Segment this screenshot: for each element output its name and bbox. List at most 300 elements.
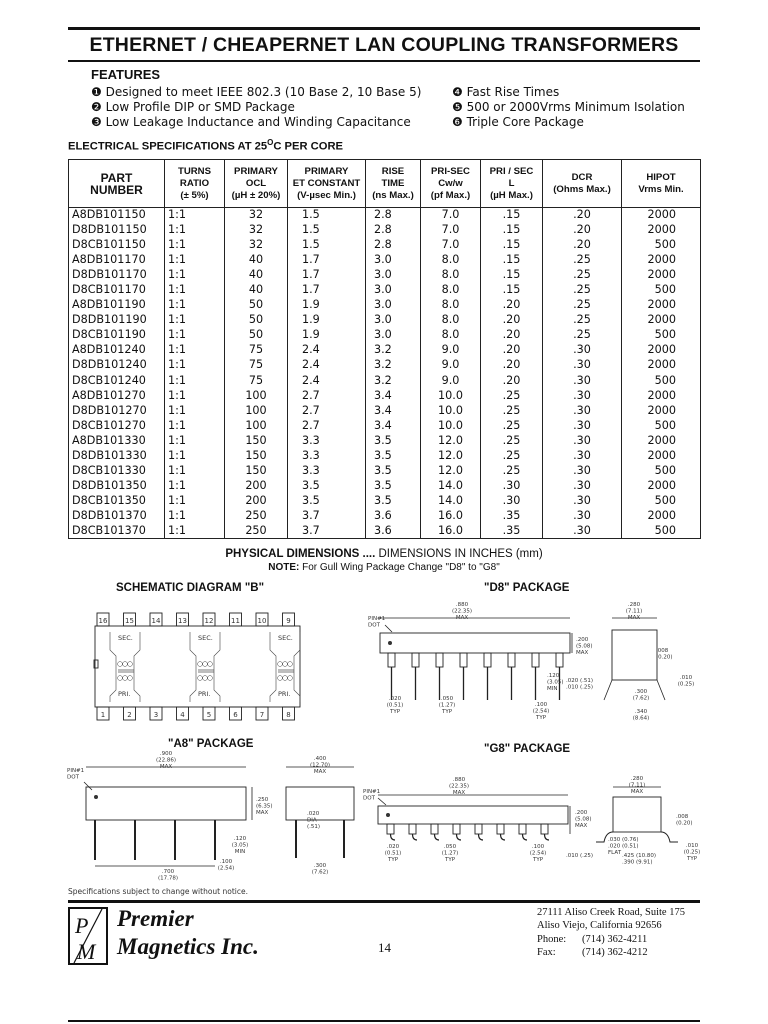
dim-lead-b: TYP <box>444 857 456 863</box>
table-cell: 1:1 <box>165 373 225 388</box>
table-cell: 3.5 <box>366 478 421 493</box>
coil-turn <box>128 662 133 667</box>
table-cell: .30 <box>543 388 622 403</box>
lead-shoulder <box>388 653 395 667</box>
table-cell: .25 <box>543 253 622 268</box>
disclaimer: Specifications subject to change without notice. <box>68 887 248 896</box>
coil-turn <box>283 676 288 681</box>
table-cell: 3.0 <box>366 268 421 283</box>
dim-width: (7.11) <box>628 782 646 789</box>
dim-width: MAX <box>627 615 641 621</box>
table-cell: 3.5 <box>366 448 421 463</box>
table-cell: D8CB101240 <box>69 373 165 388</box>
table-cell: 2.8 <box>366 223 421 238</box>
table-cell: 3.3 <box>288 463 366 478</box>
table-cell: A8DB101150 <box>69 208 165 223</box>
lead-shoulder <box>497 824 504 834</box>
schematic-label: SCHEMATIC DIAGRAM "B" <box>116 582 265 594</box>
table-cell: 12.0 <box>421 463 481 478</box>
table-cell: 1:1 <box>165 343 225 358</box>
winding-lead <box>270 632 276 702</box>
dim-pitch: (2.54) <box>529 850 547 857</box>
table-cell: 14.0 <box>421 478 481 493</box>
dim-len: .900 <box>159 751 173 757</box>
table-cell: .20 <box>481 313 543 328</box>
table-cell: 75 <box>225 373 288 388</box>
a8-label: "A8" PACKAGE <box>168 738 254 750</box>
table-cell: 3.0 <box>366 253 421 268</box>
pin1-dot-icon <box>386 813 390 817</box>
dim-pitch: (2.54) <box>217 865 235 872</box>
dim-lead-w: .020 <box>386 844 400 850</box>
pin1-label: PIN#1 <box>67 768 85 774</box>
table-cell: 3.7 <box>288 523 366 538</box>
dim-span: .390 (9.91) <box>622 859 653 866</box>
gull-wing-lead <box>457 834 462 840</box>
table-cell: .20 <box>481 298 543 313</box>
table-cell: 8.0 <box>421 328 481 343</box>
table-cell: 16.0 <box>421 523 481 538</box>
table-cell: .15 <box>481 253 543 268</box>
end-lead <box>604 680 612 700</box>
table-cell: D8DB101270 <box>69 403 165 418</box>
gull-wing-lead <box>391 834 396 840</box>
column-header: PART NUMBER <box>69 160 165 208</box>
table-cell: 2000 <box>622 343 701 358</box>
column-header: PRIMARY OCL (µH ± 20%) <box>225 160 288 208</box>
table-cell: .15 <box>481 238 543 253</box>
pri-label: PRI. <box>198 690 211 698</box>
table-cell: 2000 <box>622 268 701 283</box>
pin1-label: PIN#1 <box>368 616 386 622</box>
table-cell: 2000 <box>622 223 701 238</box>
table-cell: 9.0 <box>421 373 481 388</box>
table-cell: 500 <box>622 463 701 478</box>
table-cell: 2000 <box>622 433 701 448</box>
table-cell: 50 <box>225 313 288 328</box>
dim-lead-w: .020 <box>388 696 402 702</box>
address-line1: 27111 Aliso Creek Road, Suite 175 <box>537 907 685 918</box>
dim-lead-t: .010 <box>685 843 699 849</box>
table-cell: 3.0 <box>366 283 421 298</box>
dim-lead-w: (0.51) <box>386 702 404 709</box>
dim-len: .880 <box>452 777 466 783</box>
sec-label: SEC. <box>118 634 133 642</box>
table-cell: 500 <box>622 418 701 433</box>
table-cell: 32 <box>225 208 288 223</box>
dim-lead-b: (1.27) <box>438 702 456 709</box>
table-cell: .20 <box>543 238 622 253</box>
table-cell: .25 <box>543 298 622 313</box>
dim-lead: (3.05) <box>231 842 249 849</box>
dim-span: (17.78) <box>157 875 179 882</box>
column-header: DCR (Ohms Max.) <box>543 160 622 208</box>
winding-lead <box>294 632 300 702</box>
dim-height: (5.08) <box>576 643 593 650</box>
table-cell: 1:1 <box>165 358 225 373</box>
table-cell: 1:1 <box>165 208 225 223</box>
pin1-dot-icon <box>94 795 98 799</box>
table-cell: .30 <box>543 493 622 508</box>
table-cell: 1:1 <box>165 463 225 478</box>
gull-wing-lead <box>413 834 418 840</box>
table-cell: 8.0 <box>421 298 481 313</box>
table-cell: D8CB101370 <box>69 523 165 538</box>
dim-lead: .120 <box>233 836 247 842</box>
column-header: HIPOT Vrms Min. <box>622 160 701 208</box>
lead-shoulder <box>519 824 526 834</box>
lead-shoulder <box>431 824 438 834</box>
table-cell: 1.5 <box>288 223 366 238</box>
table-cell: 1:1 <box>165 508 225 523</box>
table-cell: 2.8 <box>366 208 421 223</box>
table-cell: .30 <box>543 463 622 478</box>
table-cell: 1.5 <box>288 208 366 223</box>
table-cell: .20 <box>481 373 543 388</box>
coil-turn <box>278 676 283 681</box>
dim-lead: MIN <box>234 849 246 855</box>
table-cell: 1:1 <box>165 493 225 508</box>
dim-width: .400 <box>313 756 327 762</box>
table-cell: A8DB101170 <box>69 253 165 268</box>
lead-shoulder <box>508 653 515 667</box>
table-cell: 14.0 <box>421 493 481 508</box>
table-cell: 3.5 <box>288 493 366 508</box>
table-cell: 3.3 <box>288 448 366 463</box>
lead-shoulder <box>412 653 419 667</box>
feature-bullet-icon: ❷ <box>91 100 106 114</box>
dim-row: (7.62) <box>311 869 329 876</box>
table-cell: 2000 <box>622 358 701 373</box>
table-cell: 200 <box>225 493 288 508</box>
table-cell: 1:1 <box>165 253 225 268</box>
dim-dia: .020 <box>307 811 320 817</box>
dim-lead-b: (1.27) <box>441 850 459 857</box>
table-cell: 2000 <box>622 313 701 328</box>
table-cell: 10.0 <box>421 388 481 403</box>
table-cell: 2000 <box>622 478 701 493</box>
lead-shoulder <box>387 824 394 834</box>
logo-letter-m: M <box>77 939 96 963</box>
pin1-label: DOT <box>363 795 375 802</box>
table-cell: 3.5 <box>288 478 366 493</box>
table-cell: D8DB101330 <box>69 448 165 463</box>
table-cell: .35 <box>481 508 543 523</box>
table-cell: D8CB101190 <box>69 328 165 343</box>
lead-shoulder <box>409 824 416 834</box>
table-cell: 500 <box>622 493 701 508</box>
lead-shoulder <box>453 824 460 834</box>
table-cell: .30 <box>543 478 622 493</box>
dim-len: MAX <box>159 764 173 770</box>
table-cell: D8CB101330 <box>69 463 165 478</box>
dim-flat: .030 (0.76) <box>608 837 639 843</box>
table-cell: .25 <box>543 328 622 343</box>
dim-lead: MIN <box>547 686 558 692</box>
table-cell: 250 <box>225 508 288 523</box>
table-cell: 2000 <box>622 388 701 403</box>
page-number: 14 <box>378 940 391 955</box>
table-cell: .15 <box>481 223 543 238</box>
table-cell: 3.4 <box>366 388 421 403</box>
gull-wing-lead <box>479 834 484 840</box>
table-cell: 3.5 <box>366 493 421 508</box>
table-cell: 2000 <box>622 208 701 223</box>
table-cell: D8CB101150 <box>69 238 165 253</box>
dim-row: (7.62) <box>632 695 650 702</box>
table-cell: D8DB101370 <box>69 508 165 523</box>
table-cell: 150 <box>225 433 288 448</box>
feature-text: Low Profile DIP or SMD Package <box>105 100 295 114</box>
lead-shoulder <box>436 653 443 667</box>
table-cell: 3.6 <box>366 523 421 538</box>
table-cell: D8DB101170 <box>69 268 165 283</box>
coil-turn <box>288 662 293 667</box>
dim-pitch: TYP <box>535 715 547 721</box>
table-cell: 100 <box>225 418 288 433</box>
gull-wing-lead <box>501 834 506 840</box>
table-cell: .35 <box>481 523 543 538</box>
table-cell: 1.5 <box>288 238 366 253</box>
table-cell: 10.0 <box>421 403 481 418</box>
gull-wing-lead <box>545 834 550 840</box>
pin-number: 9 <box>286 617 291 625</box>
table-cell: 150 <box>225 463 288 478</box>
table-cell: 100 <box>225 388 288 403</box>
table-cell: .30 <box>543 343 622 358</box>
table-cell: 1:1 <box>165 403 225 418</box>
table-cell: 2.4 <box>288 358 366 373</box>
pin1-leader <box>84 782 92 790</box>
dim-pitch: (2.54) <box>532 708 550 715</box>
table-cell: D8DB101150 <box>69 223 165 238</box>
table-cell: 7.0 <box>421 223 481 238</box>
dim-len: .880 <box>455 602 469 608</box>
table-cell: 500 <box>622 328 701 343</box>
table-cell: 3.0 <box>366 298 421 313</box>
lead-shoulder <box>484 653 491 667</box>
dim-width: (7.11) <box>625 608 643 615</box>
pin-number: 7 <box>259 711 265 719</box>
table-cell: .30 <box>481 478 543 493</box>
table-cell: 150 <box>225 448 288 463</box>
gull-wing-note: NOTE: For Gull Wing Package Change "D8" to "G8" <box>268 562 500 573</box>
table-cell: 1:1 <box>165 433 225 448</box>
dim-dia: DIA <box>307 817 317 824</box>
table-cell: 1:1 <box>165 328 225 343</box>
table-cell: 2.7 <box>288 418 366 433</box>
gull-wing-lead <box>661 832 678 842</box>
pin-number: 3 <box>153 711 159 719</box>
winding-lead <box>190 632 196 702</box>
pin1-label: DOT <box>67 774 79 781</box>
coil-turn <box>288 676 293 681</box>
coil-turn <box>198 676 203 681</box>
table-cell: 500 <box>622 283 701 298</box>
g8-end-body <box>613 797 661 832</box>
pin1-label: PIN#1 <box>363 789 381 795</box>
logo-letter-p: P <box>75 913 89 938</box>
company-name-line2: Magnetics Inc. <box>117 934 259 959</box>
table-cell: 2.4 <box>288 373 366 388</box>
dim-lead-t: (0.25) <box>683 849 701 856</box>
table-cell: 16.0 <box>421 508 481 523</box>
dim-lead-t: (0.25) <box>677 681 695 688</box>
coil-turn <box>283 662 288 667</box>
dim-thk: (0.20) <box>656 654 673 661</box>
pin-number: 8 <box>286 711 291 719</box>
table-cell: 3.4 <box>366 403 421 418</box>
table-cell: 1.9 <box>288 328 366 343</box>
sec-label: SEC. <box>278 634 293 642</box>
dim-row2: .340 <box>634 709 648 715</box>
table-cell: 75 <box>225 343 288 358</box>
table-cell: .25 <box>481 388 543 403</box>
dim-pitch: .100 <box>534 702 548 708</box>
pri-label: PRI. <box>118 690 131 698</box>
column-header: TURNS RATIO (± 5%) <box>165 160 225 208</box>
dim-pitch: .100 <box>531 844 545 850</box>
dim-height: MAX <box>576 650 589 656</box>
table-cell: 1.9 <box>288 313 366 328</box>
company-name-line1: Premier <box>117 906 194 931</box>
feature-bullet-icon: ❸ <box>91 115 106 129</box>
column-header: PRI / SEC L (µH Max.) <box>481 160 543 208</box>
table-cell: .25 <box>543 283 622 298</box>
pin-number: 4 <box>180 711 185 719</box>
table-cell: A8DB101330 <box>69 433 165 448</box>
table-cell: 1.7 <box>288 253 366 268</box>
table-cell: 2000 <box>622 298 701 313</box>
electrical-specs-heading: ELECTRICAL SPECIFICATIONS AT $25^OC$ PER CORE <box>68 138 343 153</box>
dim-len: (22.86) <box>155 757 177 764</box>
table-cell: A8DB101240 <box>69 343 165 358</box>
table-cell: 12.0 <box>421 433 481 448</box>
table-cell: 3.0 <box>366 328 421 343</box>
a8-body <box>86 787 246 820</box>
table-cell: 500 <box>622 523 701 538</box>
g8-label: "G8" PACKAGE <box>484 743 571 755</box>
table-cell: .25 <box>481 418 543 433</box>
feature-bullet-icon: ❺ <box>452 100 467 114</box>
table-cell: 9.0 <box>421 343 481 358</box>
table-cell: D8CB101350 <box>69 493 165 508</box>
dim-lead: (3.05) <box>547 679 564 686</box>
table-cell: 1:1 <box>165 268 225 283</box>
dim-len: MAX <box>452 790 466 796</box>
footer-rule <box>68 900 700 903</box>
coil-turn <box>198 662 203 667</box>
dim-lead-t: TYP <box>686 856 698 862</box>
dim-pitch: .100 <box>219 859 233 865</box>
table-cell: 1:1 <box>165 523 225 538</box>
table-cell: .25 <box>543 313 622 328</box>
table-cell: 2000 <box>622 448 701 463</box>
pin-number: 11 <box>231 617 240 625</box>
table-cell: 3.2 <box>366 373 421 388</box>
pin-number: 5 <box>206 711 212 719</box>
feature-text: Fast Rise Times <box>466 85 560 99</box>
table-cell: 1.7 <box>288 268 366 283</box>
table-cell: .30 <box>543 358 622 373</box>
table-cell: 2000 <box>622 508 701 523</box>
column-header: RISE TIME (ns Max.) <box>366 160 421 208</box>
lead-shoulder <box>475 824 482 834</box>
dim-lead-b: TYP <box>441 709 453 715</box>
d8-label: "D8" PACKAGE <box>484 582 570 594</box>
feature-text: Triple Core Package <box>466 115 584 129</box>
dim-width: MAX <box>313 769 327 775</box>
coil-turn <box>278 662 283 667</box>
table-cell: 50 <box>225 328 288 343</box>
dim-width: MAX <box>630 789 644 795</box>
table-cell: 2.8 <box>366 238 421 253</box>
g8-body <box>378 806 568 824</box>
dim-dia: (.51) <box>307 824 321 830</box>
dim-flat: FLAT <box>608 850 622 856</box>
table-cell: 32 <box>225 238 288 253</box>
dim-height: .200 <box>576 637 589 643</box>
lead-shoulder <box>460 653 467 667</box>
table-cell: D8CB101170 <box>69 283 165 298</box>
pin1-leader <box>385 625 392 632</box>
table-cell: .30 <box>543 373 622 388</box>
pin-number: 12 <box>204 617 214 625</box>
coil-turn <box>203 676 208 681</box>
feature-text: Low Leakage Inductance and Winding Capacitance <box>105 115 411 129</box>
table-cell: 3.2 <box>366 358 421 373</box>
table-cell: .20 <box>543 223 622 238</box>
dim-lead-b: .050 <box>443 844 457 850</box>
table-cell: 3.3 <box>288 433 366 448</box>
table-cell: .20 <box>481 358 543 373</box>
feature-text: 500 or 2000Vrms Minimum Isolation <box>466 100 685 114</box>
table-cell: A8DB101270 <box>69 388 165 403</box>
dim-len: (22.35) <box>448 783 470 790</box>
table-cell: 7.0 <box>421 208 481 223</box>
a8-end-body <box>286 787 354 820</box>
table-cell: .30 <box>543 418 622 433</box>
table-cell: 1:1 <box>165 448 225 463</box>
pin1-label: DOT <box>368 622 380 629</box>
table-cell: 1:1 <box>165 298 225 313</box>
table-cell: 3.5 <box>366 433 421 448</box>
winding-lead <box>214 632 220 702</box>
table-cell: 1.7 <box>288 283 366 298</box>
table-cell: 1:1 <box>165 388 225 403</box>
pri-label: PRI. <box>278 690 291 698</box>
pin-number: 2 <box>127 711 132 719</box>
dim-pitch: TYP <box>532 857 544 863</box>
table-cell: .15 <box>481 283 543 298</box>
winding-lead <box>110 632 116 702</box>
table-cell: D8DB101240 <box>69 358 165 373</box>
dim-width: (12.70) <box>309 762 331 769</box>
coil-turn <box>203 662 208 667</box>
table-cell: 7.0 <box>421 238 481 253</box>
table-cell: 1.9 <box>288 298 366 313</box>
table-cell: A8DB101190 <box>69 298 165 313</box>
table-cell: 9.0 <box>421 358 481 373</box>
table-cell: 40 <box>225 268 288 283</box>
dim-lead-b: .050 <box>440 696 454 702</box>
feature-bullet-icon: ❹ <box>452 85 467 99</box>
bottom-rule <box>68 1020 700 1022</box>
dim-height: .200 <box>575 810 588 816</box>
end-lead <box>657 680 665 700</box>
table-cell: .30 <box>543 508 622 523</box>
phone-number: (714) 362-4211 <box>582 934 648 945</box>
